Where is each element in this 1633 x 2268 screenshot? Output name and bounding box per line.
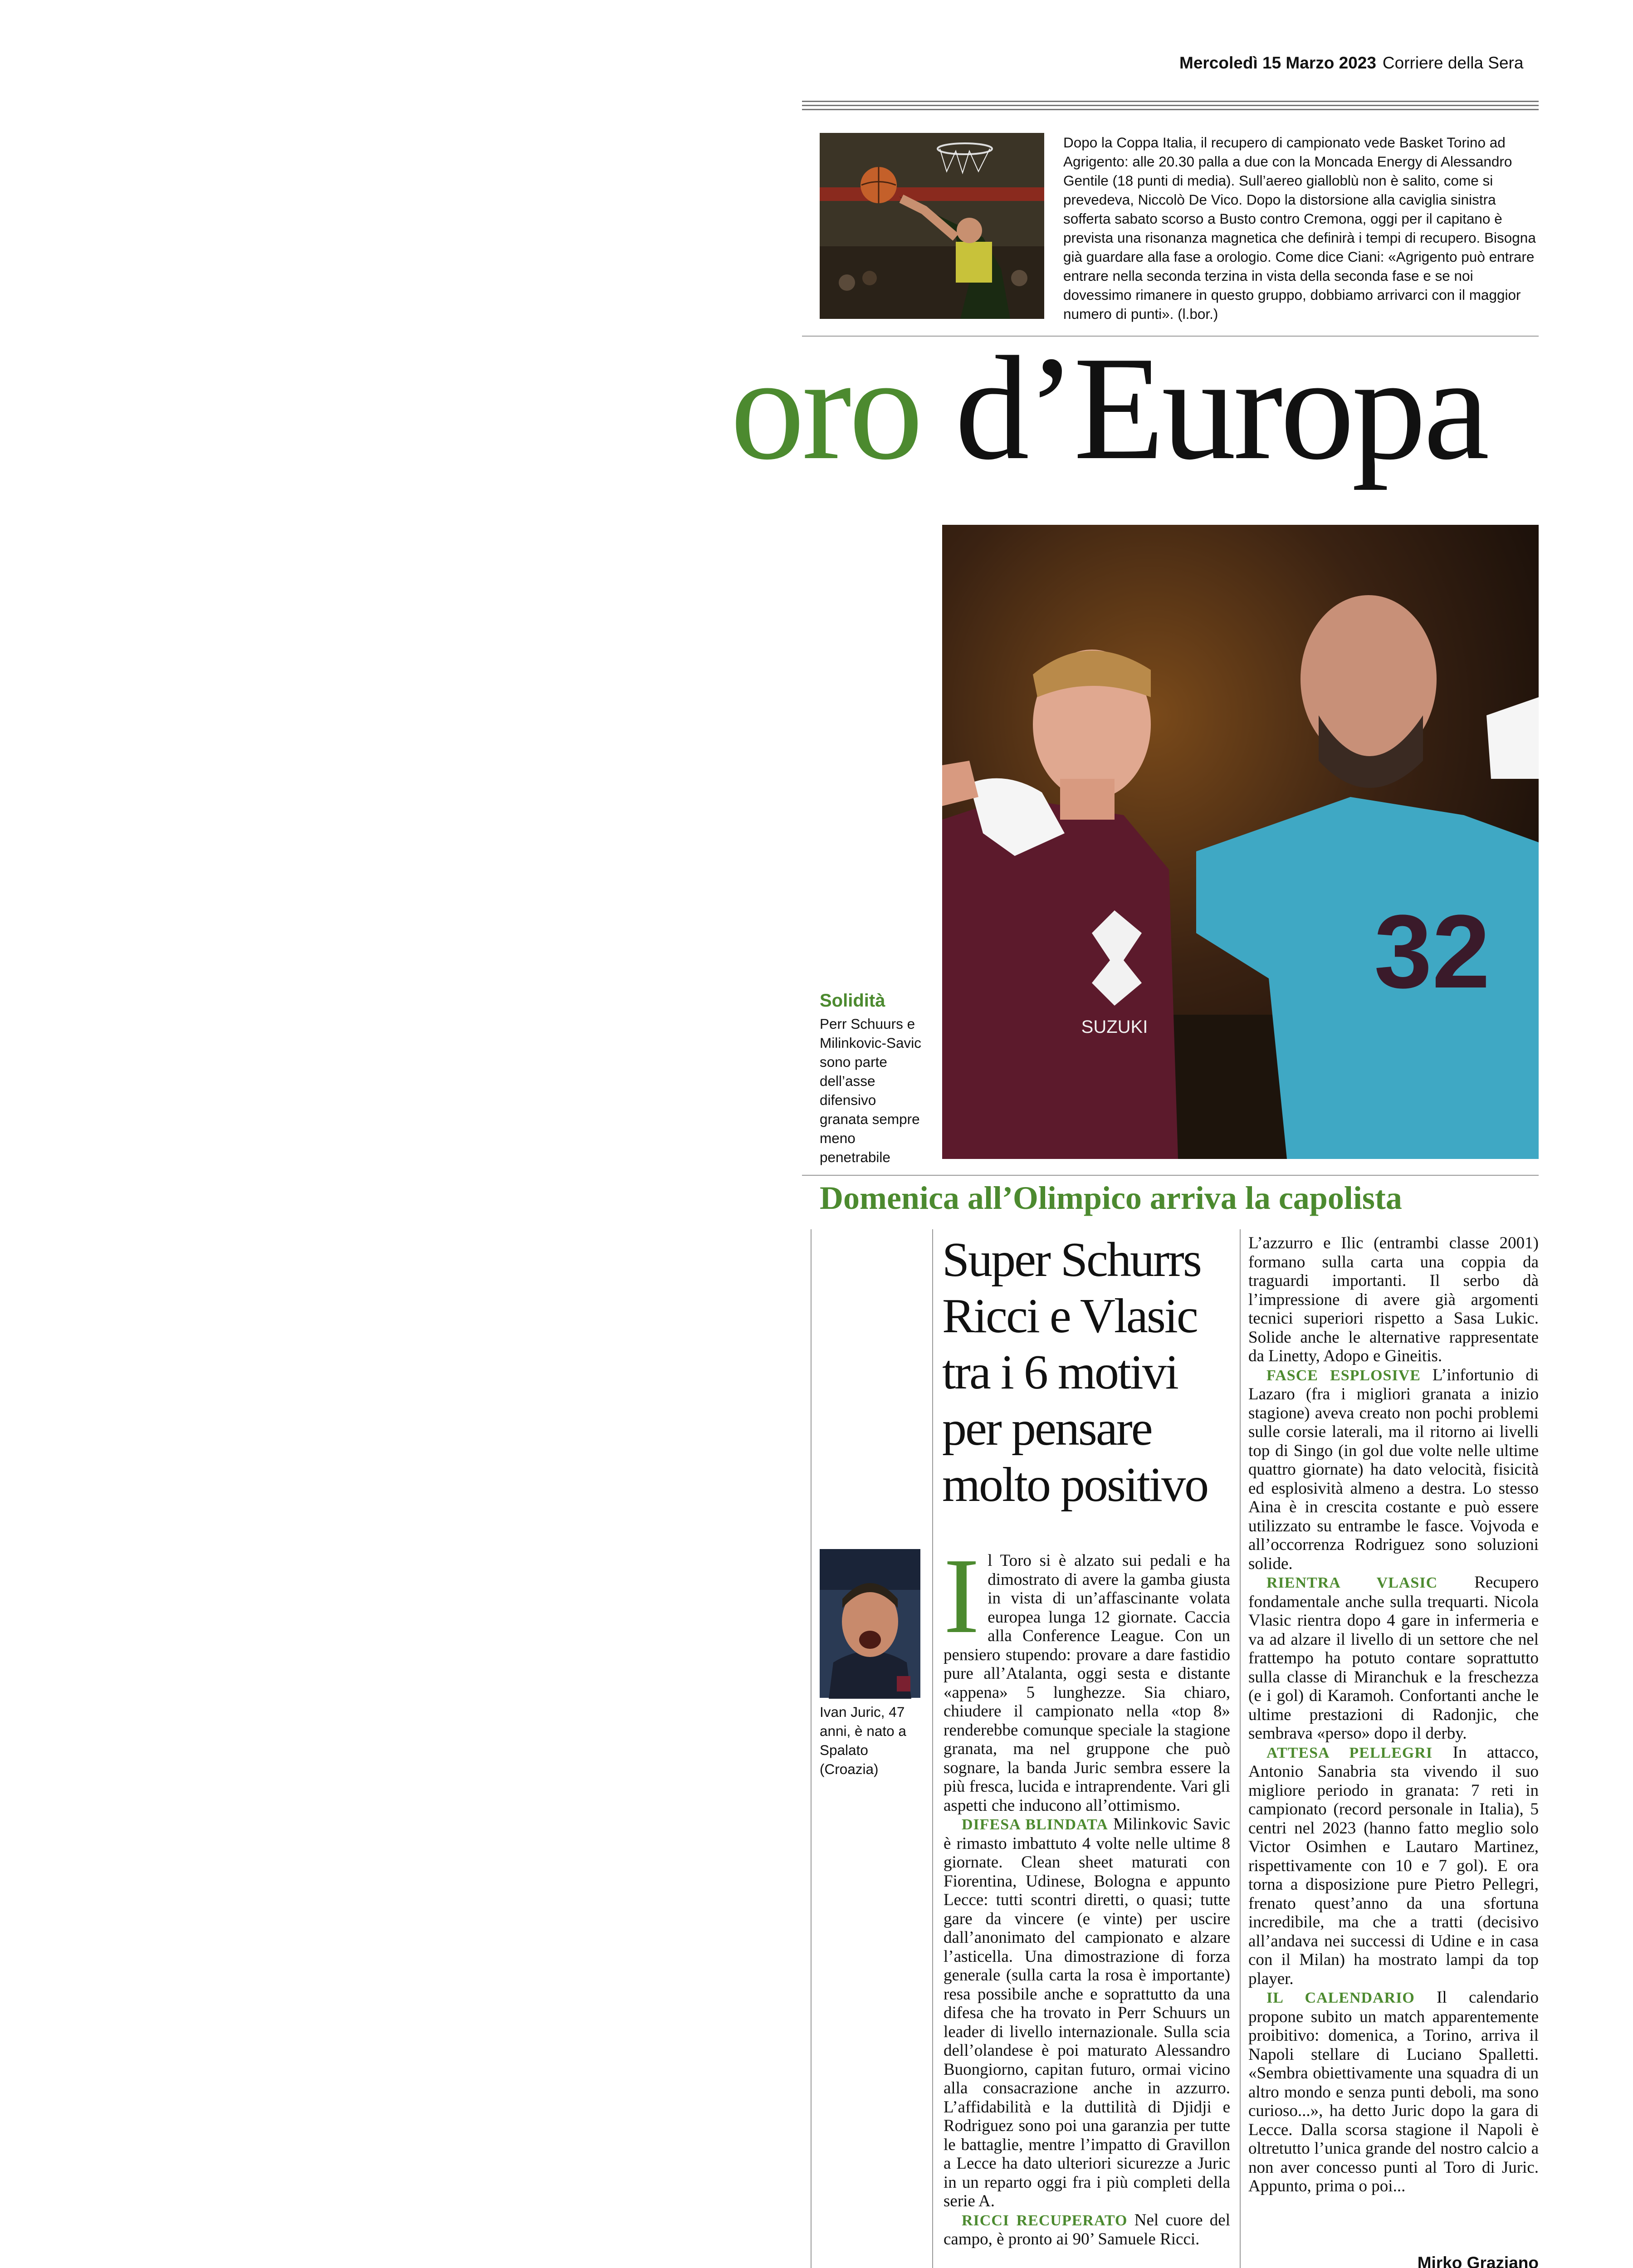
section-text-start: Nel cuore del campo, è pronto ai 90’ Samuele Ricci. [944, 2210, 1230, 2248]
article-byline: Mirko Graziano [1417, 2253, 1539, 2268]
section-text: Il calendario propone subito un match apparentemente proibitivo: domenica, a Torino, arriva il Napoli stellare di Luciano Spalletti. «Sembra obiettivamente una squadra di un altro mondo e senza punti deboli, ma sono curioso...», ha detto Juric dopo la gara di Lecce. Dalla scorsa stagione il Napoli è oltretutto l’unica grande del nostro calcio a non aver concesso punti al Toro di Juric. Appunto, prima o poi... [1248, 1988, 1539, 2195]
article-section [944, 2211, 1230, 2249]
article-headline: Super Schurrs Ricci e Vlasic tra i 6 motivi per pensare molto positivo [942, 1233, 1208, 1512]
article-section [1248, 1573, 1539, 1743]
article-section [1248, 1743, 1539, 1989]
column-rule [811, 1229, 812, 2268]
article-section [944, 1815, 1230, 2211]
jersey-number: 32 [1374, 893, 1490, 1010]
article-intro-text: l Toro si è alzato sui pedali e ha dimostrato di avere la gamba giusta in vista di un’affascinante volata europea lunga 12 giornate. Caccia alla Conference League. Con un pensiero stupendo: provare a dare fastidio pure all’Atalanta, oggi sesta e distante «appena» 5 lunghezze. Sia chiaro, chiudere il campionato nella «top 8» renderebbe comunque speciale la stagione granata, ma nel gruppone che può sognare, la banda Juric sembra essere la più fresca, lucida e intraprendente. Vari gli aspetti che inducono all’ottimismo. [944, 1551, 1230, 1815]
basketball-player-photo [820, 133, 1044, 319]
article-section [1248, 1366, 1539, 1574]
column-rule [932, 1229, 933, 2268]
article-section-continued [1248, 1234, 1539, 1366]
section-head: RICCI RECUPERATO [962, 2212, 1128, 2229]
publication-name: Corriere della Sera [1382, 54, 1524, 72]
section-head: DIFESA BLINDATA [962, 1816, 1108, 1833]
section-text: Recupero fondamentale anche sulla trequarti. Nicola Vlasic rientra dopo 4 gare in infermeria e va ad alzare il livello di un settore che nel frattempo ha potuto contare soprattutto sulla classe di Miranchuk e la freschezza (e i gol) di Karamoh. Confortanti anche le ultime prestazioni di Radonjic, che sembrava «perso» dopo il derby. [1248, 1573, 1539, 1743]
section-text-continued: L’azzurro e Ilic (entrambi classe 2001) formano sulla carta una coppia da traguardi importanti. Il serbo dà l’impressione di avere già argomenti tecnici superiori rispetto a Sasa Lukic. Solide anche le alternative rappresentate da Linetty, Adopo e Gineitis. [1248, 1234, 1539, 1365]
article-column-2 [1248, 1234, 1539, 2196]
drop-cap: I [944, 1536, 980, 1656]
article-column-1 [944, 1536, 1230, 2249]
players-celebration-photo [942, 525, 1539, 1159]
section-head: ATTESA PELLEGRI [1266, 1744, 1433, 1761]
section-text: L’infortunio di Lazaro (fra i migliori granata a inizio stagione) aveva creato non pochi problemi sulle corsie laterali, ma il ritorno ai livelli top di Singo (in gol due volte nelle ultime quattro giornate) ha dato velocità, fisicità ed esplosività almeno a destra. Lo stesso Aina è in crescita costante e può essere utilizzato su entrambe le fasce. Vojvoda e all’occorrenza Rodriguez sono soluzioni solide. [1248, 1365, 1539, 1573]
banner-black-words: d’Europa [920, 326, 1487, 490]
section-banner [730, 326, 1539, 490]
sponsor-text: SUZUKI [1081, 1017, 1148, 1037]
banner-green-word: oro [730, 326, 921, 490]
photo-caption-text: Perr Schuurs e Milinkovic-Savic sono parte dell’asse difensivo granata sempre meno penetrabile [820, 1016, 922, 1165]
coach-caption: Ivan Juric, 47 anni, è nato a Spalato (Croazia) [820, 1704, 906, 1777]
issue-date: Mercoledì 15 Marzo 2023 [1179, 54, 1376, 72]
photo-caption-title: Solidità [820, 991, 885, 1011]
coach-portrait-photo [820, 1549, 920, 1698]
divider-rule [802, 1175, 1539, 1176]
basket-brief-text: Dopo la Coppa Italia, il recupero di campionato vede Basket Torino ad Agrigento: alle 20.30 palla a due con la Moncada Energy di Alessandro Gentile (18 punti di media). Sull’aereo gialloblù non è salito, come si prevedeva, Niccolò De Vico. Dopo la distorsione alla caviglia sinistra sofferta sabato scorso a Busto contro Cremona, oggi per il capitano è prevista una risonanza magnetica che definirà i tempi di recupero. Bisogna già guardare alla fase a orologio. Come dice Ciani: «Agrigento può entrare entrare nella seconda terzina in vista della seconda fase e se noi dovessimo rimanere in questo gruppo, dobbiamo arrivarci con il maggior numero di punti». (l.bor.) [1063, 134, 1536, 322]
section-head: RIENTRA VLASIC [1266, 1574, 1438, 1591]
page-header [1179, 54, 1523, 73]
article-section [1248, 1988, 1539, 2196]
section-text: In attacco, Antonio Sanabria sta vivendo il suo migliore periodo in granata: 7 reti in campionato (record personale in Italia), 5 centri nel 2023 (hanno fatto meglio solo Victor Osimhen e Lautaro Martinez, rispettivamente con 10 e 7 gol). E ora torna a disposizione pure Pietro Pellegri, frenato quest’anno da una sfortuna incredibile, ma che a tratti (decisivo all’andava nei successi di Udine e in casa con il Milan) ha mostrato lampi da top player. [1248, 1743, 1539, 1988]
section-text: Milinkovic Savic è rimasto imbattuto 4 volte nelle ultime 8 giornate. Clean sheet maturati con Fiorentina, Udinese, Bologna e appunto Lecce: tutti scontri diretti, o quasi; tutte gare da vincere (e vinte) per uscire dall’anonimato del campionato e alzare l’asticella. Una dimostrazione di forza generale (sulla carta la rosa è importante) resa possibile anche e soprattutto da una difesa che ha trovato in Perr Schuurs un leader di livello internazionale. Sulla scia dell’olandese è poi maturato Alessandro Buongiorno, capitan futuro, ormai vicino alla consacrazione anche in azzurro. L’affidabilità e la duttilità di Djidji e Rodriguez sono poi una garanzia per tutte le battaglie, mentre l’impatto di Gravillon a Lecce ha dato ulteriori sicurezze a Juric in un reparto oggi fra i più completi della serie A. [944, 1815, 1230, 2210]
article-intro [944, 1536, 1230, 1815]
section-head: IL CALENDARIO [1266, 1989, 1415, 2006]
header-rules [802, 101, 1539, 114]
section-head: FASCE ESPLOSIVE [1266, 1367, 1421, 1384]
article-kicker: Domenica all’Olimpico arriva la capolista [820, 1180, 1402, 1216]
